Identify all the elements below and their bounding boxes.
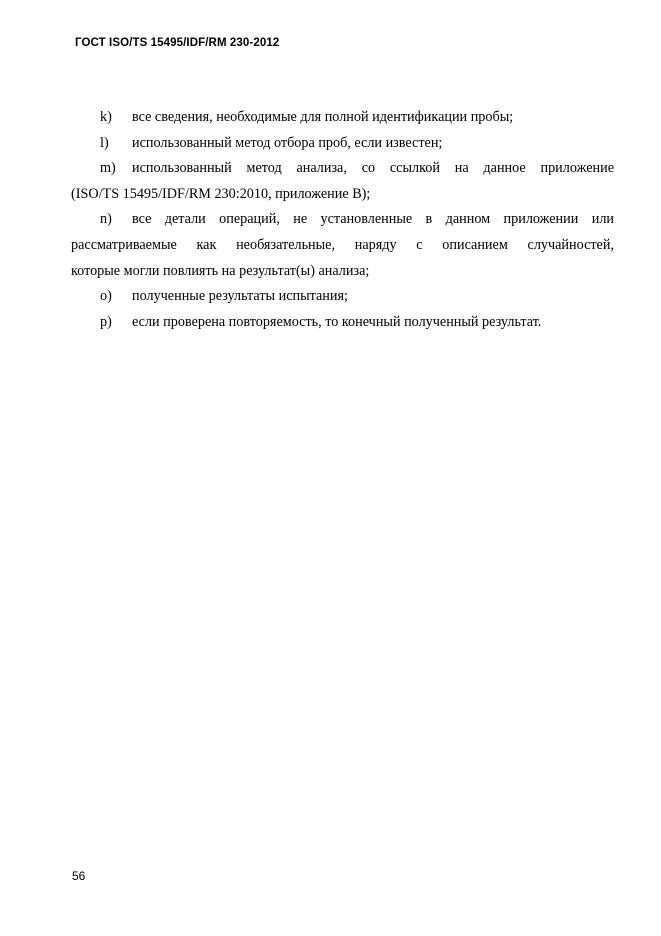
list-item-k bbox=[71, 105, 614, 131]
list-item-text: использованный метод анализа, со ссылкой на данное приложение bbox=[132, 160, 614, 177]
list-item-marker: n) bbox=[100, 211, 112, 228]
list-item-line bbox=[71, 310, 614, 336]
list-item-continuation: которые могли повлиять на результат(ы) анализа; bbox=[71, 262, 370, 279]
list-item-p bbox=[71, 310, 614, 336]
page-number: 56 bbox=[72, 869, 86, 883]
list-item-o bbox=[71, 284, 614, 310]
list-item-continuation: рассматриваемые как необязательные, наряду с описанием случайностей, bbox=[71, 236, 614, 253]
list-item-l bbox=[71, 131, 614, 157]
list-item-text: если проверена повторяемость, то конечный полученный результат. bbox=[132, 313, 542, 330]
list-item-marker: m) bbox=[100, 160, 116, 177]
list-item-marker: o) bbox=[100, 288, 112, 305]
report-items-list bbox=[71, 105, 614, 335]
list-item-text: использованный метод отбора проб, если известен; bbox=[132, 134, 443, 151]
list-item-line bbox=[71, 207, 614, 233]
list-item-line bbox=[71, 131, 614, 157]
list-item-text: все сведения, необходимые для полной идентификации пробы; bbox=[132, 109, 514, 125]
page-header: ГОСТ ISO/TS 15495/IDF/RM 230-2012 bbox=[75, 37, 280, 49]
list-item-line bbox=[71, 156, 614, 182]
list-item-marker: p) bbox=[100, 313, 112, 330]
list-item-m bbox=[71, 156, 614, 207]
list-item-line bbox=[71, 105, 614, 131]
list-item-marker: l) bbox=[100, 134, 109, 151]
list-item-n bbox=[71, 207, 614, 284]
list-item-text: все детали операций, не установленные в данном приложении или bbox=[132, 211, 614, 228]
list-item-text: полученные результаты испытания; bbox=[132, 288, 348, 305]
list-item-marker: k) bbox=[100, 109, 112, 125]
list-item-line bbox=[71, 284, 614, 310]
list-item-continuation: (ISO/TS 15495/IDF/RM 230:2010, приложение В); bbox=[71, 185, 371, 202]
